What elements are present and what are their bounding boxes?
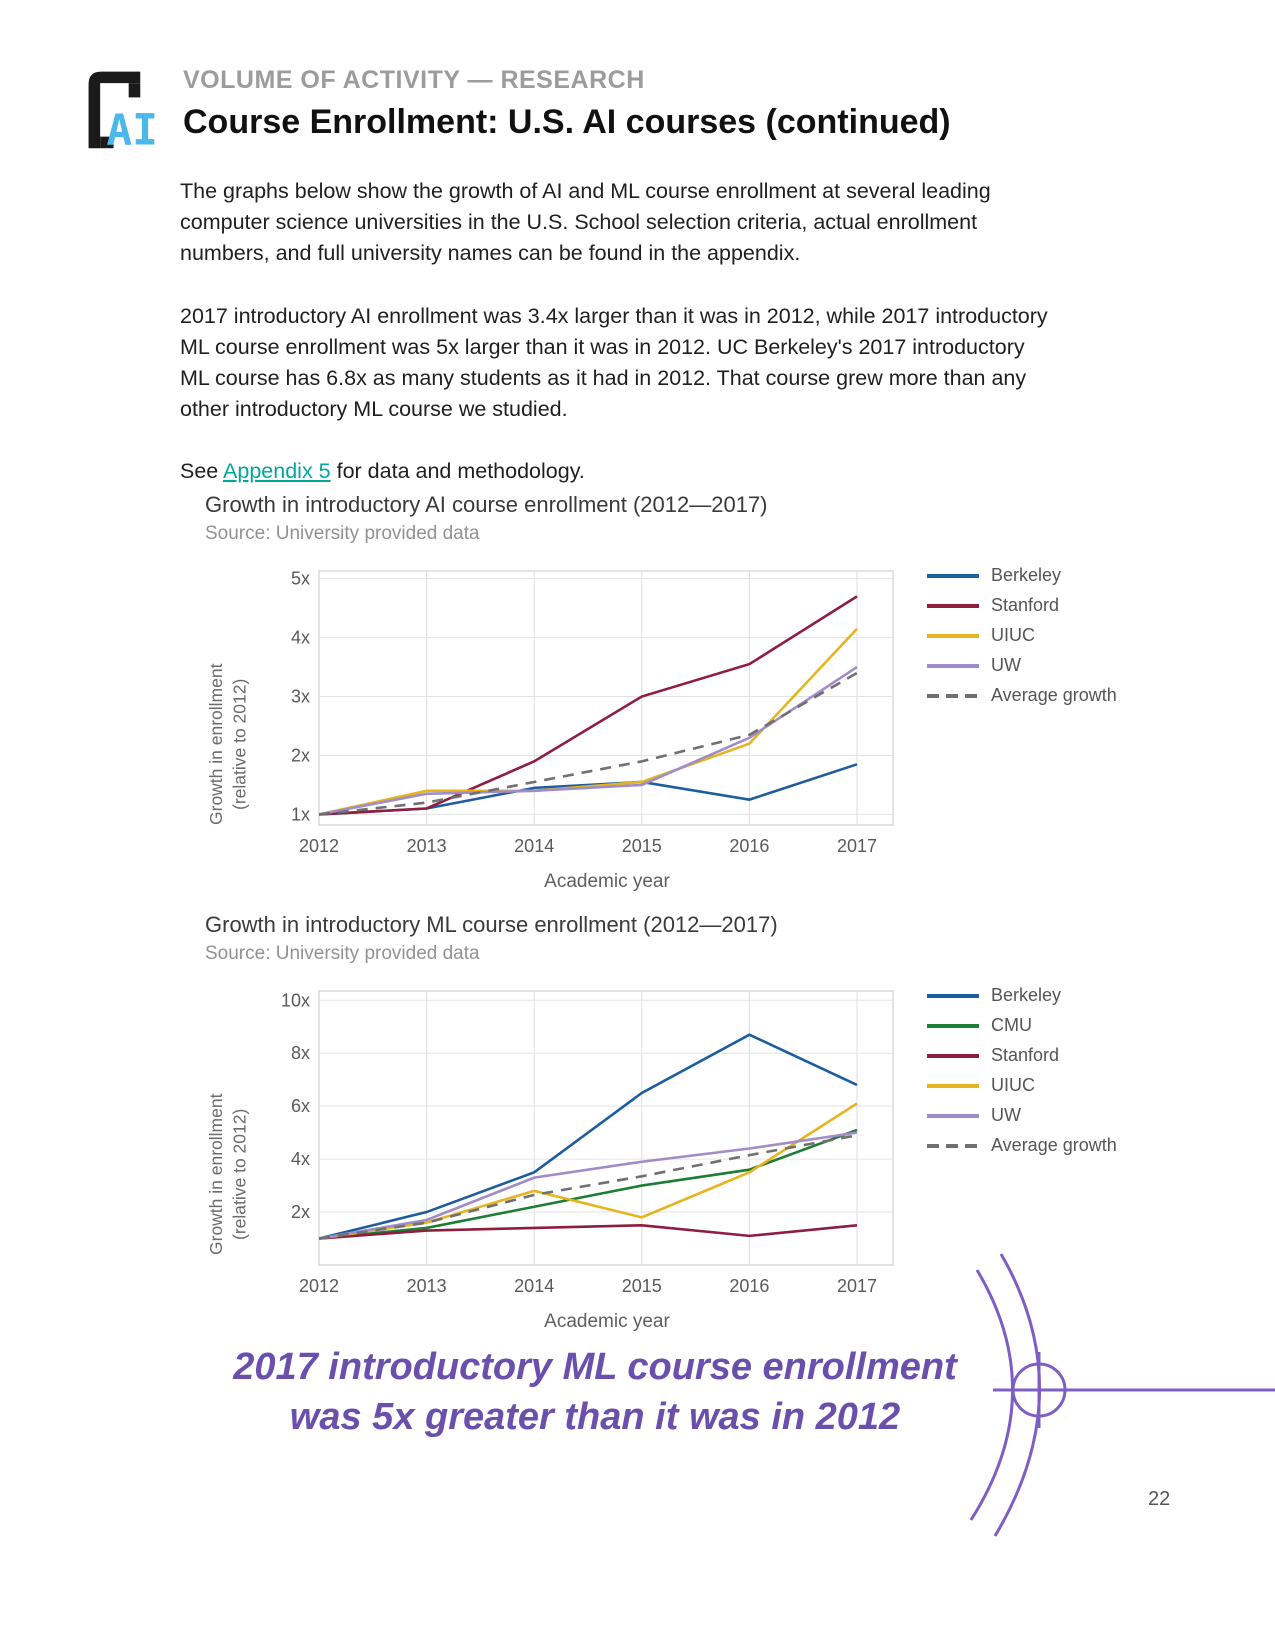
y-axis-label — [205, 561, 257, 893]
x-tick-label: 2016 — [729, 1276, 770, 1296]
chart-source-subtitle: Source: University provided data — [205, 523, 480, 544]
y-tick-label: 2x — [290, 745, 310, 766]
appendix-note-prefix: See — [180, 459, 224, 484]
plot-column — [257, 561, 905, 893]
legend-label: Average growth — [991, 685, 1117, 705]
ai-enrollment-chart-block — [205, 492, 1205, 893]
x-axis-label: Academic year — [544, 1311, 670, 1332]
logo-top-stub — [129, 83, 141, 97]
y-tick-label: 6x — [290, 1096, 310, 1117]
ai-index-logo — [85, 68, 167, 150]
legend-item-cmu — [927, 1015, 1117, 1036]
x-tick-label: 2016 — [729, 836, 770, 856]
legend-label: CMU — [991, 1015, 1032, 1035]
chart-title: Growth in introductory AI course enrollment (2012—2017) — [205, 492, 768, 517]
legend-item-average-growth — [927, 1135, 1117, 1156]
appendix-5-link[interactable]: Appendix 5 — [223, 459, 331, 484]
chart-title: Growth in introductory ML course enrollment (2012—2017) — [205, 912, 778, 937]
decorative-arcs-graphic — [957, 1252, 1275, 1552]
legend-label: UW — [991, 1105, 1021, 1125]
y-axis-label-line2: (relative to 2012) — [229, 1108, 250, 1240]
callout-line2: was 5x greater than it was in 2012 — [289, 1396, 901, 1439]
y-tick-label: 2x — [290, 1202, 310, 1223]
legend-item-berkeley — [927, 985, 1117, 1006]
legend-item-uw — [927, 1105, 1117, 1126]
decor-arc-inner — [971, 1270, 1013, 1520]
legend-item-average-growth — [927, 685, 1117, 706]
legend-swatch — [927, 634, 979, 638]
legend-item-stanford — [927, 595, 1117, 616]
legend-label: Berkeley — [991, 985, 1062, 1005]
x-tick-label: 2015 — [621, 836, 662, 856]
stats-paragraph: 2017 introductory AI enrollment was 3.4x larger than it was in 2012, while 2017 introductory ML course enrollment was 5x larger than it was in 2012. UC Berkeley's 2017 introductory ML course has 6.8x as many students as it had in 2012. That course grew more than any other introductory ML course we studied. — [180, 303, 1048, 422]
legend-swatch — [927, 1084, 979, 1088]
y-tick-label: 8x — [290, 1043, 310, 1064]
legend-swatch — [927, 664, 979, 668]
x-axis-label: Academic year — [544, 871, 670, 892]
callout-quote — [190, 1342, 1000, 1442]
y-axis-label-line1: Growth in enrollment — [206, 663, 226, 825]
x-tick-label: 2017 — [836, 836, 878, 856]
y-tick-label: 3x — [290, 686, 310, 707]
chart-legend — [927, 561, 1117, 893]
legend-swatch — [927, 574, 979, 578]
y-tick-label: 4x — [290, 1149, 310, 1170]
y-tick-label: 4x — [290, 627, 310, 648]
x-tick-label: 2015 — [621, 1276, 662, 1296]
legend-label: UIUC — [991, 625, 1035, 645]
callout-line1: 2017 introductory ML course enrollment — [233, 1346, 957, 1388]
intro-paragraph: The graphs below show the growth of AI and ML course enrollment at several leading computer science universities in the U.S. School selection criteria, actual enrollment numbers, and full university names can be found in the appendix. — [180, 179, 991, 266]
legend-swatch — [927, 994, 979, 998]
y-tick-label: 10x — [280, 990, 310, 1011]
legend-swatch — [927, 1024, 979, 1028]
legend-swatch — [927, 1114, 979, 1118]
legend-swatch — [927, 604, 979, 608]
legend-label: UIUC — [991, 1075, 1035, 1095]
legend-item-uw — [927, 655, 1117, 676]
y-axis-label-line2: (relative to 2012) — [229, 678, 250, 810]
x-tick-label: 2013 — [406, 1276, 447, 1296]
y-axis-label — [205, 981, 257, 1333]
legend-item-uiuc — [927, 1075, 1117, 1096]
legend-item-stanford — [927, 1045, 1117, 1066]
y-axis-label-line1: Growth in enrollment — [206, 1093, 226, 1255]
chart-source-subtitle: Source: University provided data — [205, 943, 480, 964]
ai-growth-line-chart — [257, 561, 905, 863]
x-tick-label: 2014 — [514, 1276, 555, 1296]
page-title: Course Enrollment: U.S. AI courses (continued) — [183, 103, 951, 141]
legend-label: Stanford — [991, 595, 1060, 615]
legend-label: Berkeley — [991, 565, 1062, 585]
page-number: 22 — [1148, 1488, 1171, 1510]
legend-item-berkeley — [927, 565, 1117, 586]
header-text-block — [183, 62, 951, 142]
legend-label: Stanford — [991, 1045, 1060, 1065]
x-tick-label: 2017 — [836, 1276, 878, 1296]
ml-growth-line-chart — [257, 981, 905, 1303]
x-tick-label: 2012 — [298, 1276, 340, 1296]
appendix-note — [180, 456, 1052, 487]
x-tick-label: 2013 — [406, 836, 447, 856]
y-tick-label: 5x — [290, 568, 310, 589]
chart-row — [205, 561, 1205, 893]
plot-column — [257, 981, 905, 1333]
y-tick-label: 1x — [290, 804, 310, 825]
legend-swatch — [927, 1144, 979, 1148]
masthead — [85, 62, 951, 150]
legend-swatch — [927, 694, 979, 698]
legend-swatch — [927, 1054, 979, 1058]
body-copy — [180, 176, 1052, 518]
legend-label: Average growth — [991, 1135, 1117, 1155]
legend-label: UW — [991, 655, 1021, 675]
x-tick-label: 2012 — [298, 836, 340, 856]
section-kicker: VOLUME OF ACTIVITY — RESEARCH — [183, 66, 645, 94]
appendix-note-suffix: for data and methodology. — [330, 459, 585, 484]
x-tick-label: 2014 — [514, 836, 555, 856]
legend-item-uiuc — [927, 625, 1117, 646]
decor-arc-outer — [995, 1254, 1040, 1536]
logo-ai-text: AI — [106, 105, 158, 150]
